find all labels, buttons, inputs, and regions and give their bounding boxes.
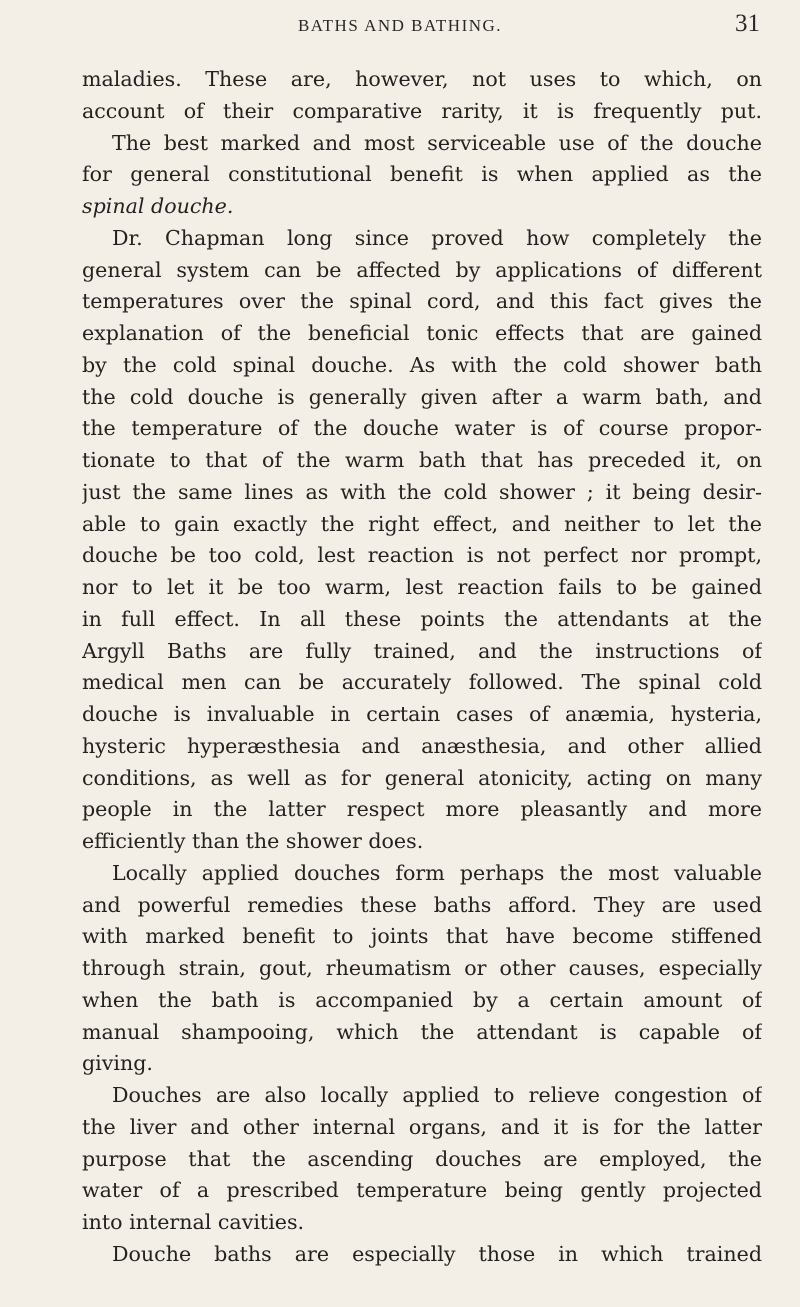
text-line: temperatures over the spinal cord, and this fact gives the (82, 289, 762, 314)
text-line: for general constitutional benefit is when applied as the (82, 162, 762, 187)
text-line: water of a prescribed temperature being gently projected (82, 1178, 762, 1203)
text-line: nor to let it be too warm, lest reaction fails to be gained (82, 575, 762, 599)
text-line: maladies. These are, however, not uses to which, on (82, 67, 762, 91)
text-line: manual shampooing, which the attendant is capable of (82, 1019, 762, 1044)
text-line: and powerful remedies these baths afford. They are used (82, 892, 762, 917)
text-line: Douches are also locally applied to relieve congestion of (112, 1083, 762, 1107)
text-line: in full effect. In all these points the attendants at the (82, 606, 762, 631)
page-number: 31 (735, 10, 760, 37)
text-line: the cold douche is generally given after a warm bath, and (82, 384, 762, 409)
text-line: the liver and other internal organs, and it is for the latter (82, 1114, 762, 1139)
text-line: when the bath is accompanied by a certain amount of (82, 987, 762, 1012)
text-line: douche be too cold, lest reaction is not perfect nor prompt, (82, 543, 762, 568)
text-line: just the same lines as with the cold shower ; it being desir- (82, 479, 762, 504)
text-line: medical men can be accurately followed. The spinal cold (82, 670, 762, 695)
text-line: tionate to that of the warm bath that has preceded it, on (82, 448, 762, 472)
text-line: through strain, gout, rheumatism or other causes, especially (82, 956, 762, 980)
running-head (0, 6, 800, 46)
text-line: into internal cavities. (82, 1210, 305, 1234)
text-line: purpose that the ascending douches are employed, the (82, 1146, 762, 1171)
text-line: explanation of the beneficial tonic effects that are gained (82, 321, 762, 345)
text-line: conditions, as well as for general atonicity, acting on many (82, 765, 762, 790)
text-line: able to gain exactly the right effect, and neither to let the (82, 511, 762, 536)
text-line: Argyll Baths are fully trained, and the instructions of (82, 638, 762, 663)
text-line: hysteric hyperæsthesia and anæsthesia, and other allied (82, 733, 762, 758)
running-head-title: BATHS AND BATHING. (297, 16, 503, 35)
text-line: Douche baths are especially those in which trained (112, 1241, 762, 1266)
text-line: Locally applied douches form perhaps the most valuable (112, 860, 762, 885)
text-line: the temperature of the douche water is of course propor- (82, 416, 762, 441)
text-line: account of their comparative rarity, it is frequently put. (82, 98, 762, 123)
text-line: Dr. Chapman long since proved how completely the (112, 225, 762, 250)
text-line: spinal douche. (82, 194, 234, 218)
text-line: efficiently than the shower does. (82, 829, 424, 853)
text-line: The best marked and most serviceable use of the douche (112, 130, 762, 155)
text-line: by the cold spinal douche. As with the cold shower bath (82, 352, 762, 377)
text-line: douche is invaluable in certain cases of anæmia, hysteria, (82, 702, 762, 726)
text-line: general system can be affected by applications of different (82, 257, 762, 282)
text-line: giving. (82, 1051, 153, 1076)
text-line: people in the latter respect more pleasantly and more (82, 797, 762, 822)
body-text (82, 64, 762, 1271)
text-line: with marked benefit to joints that have become stiffened (82, 924, 762, 949)
